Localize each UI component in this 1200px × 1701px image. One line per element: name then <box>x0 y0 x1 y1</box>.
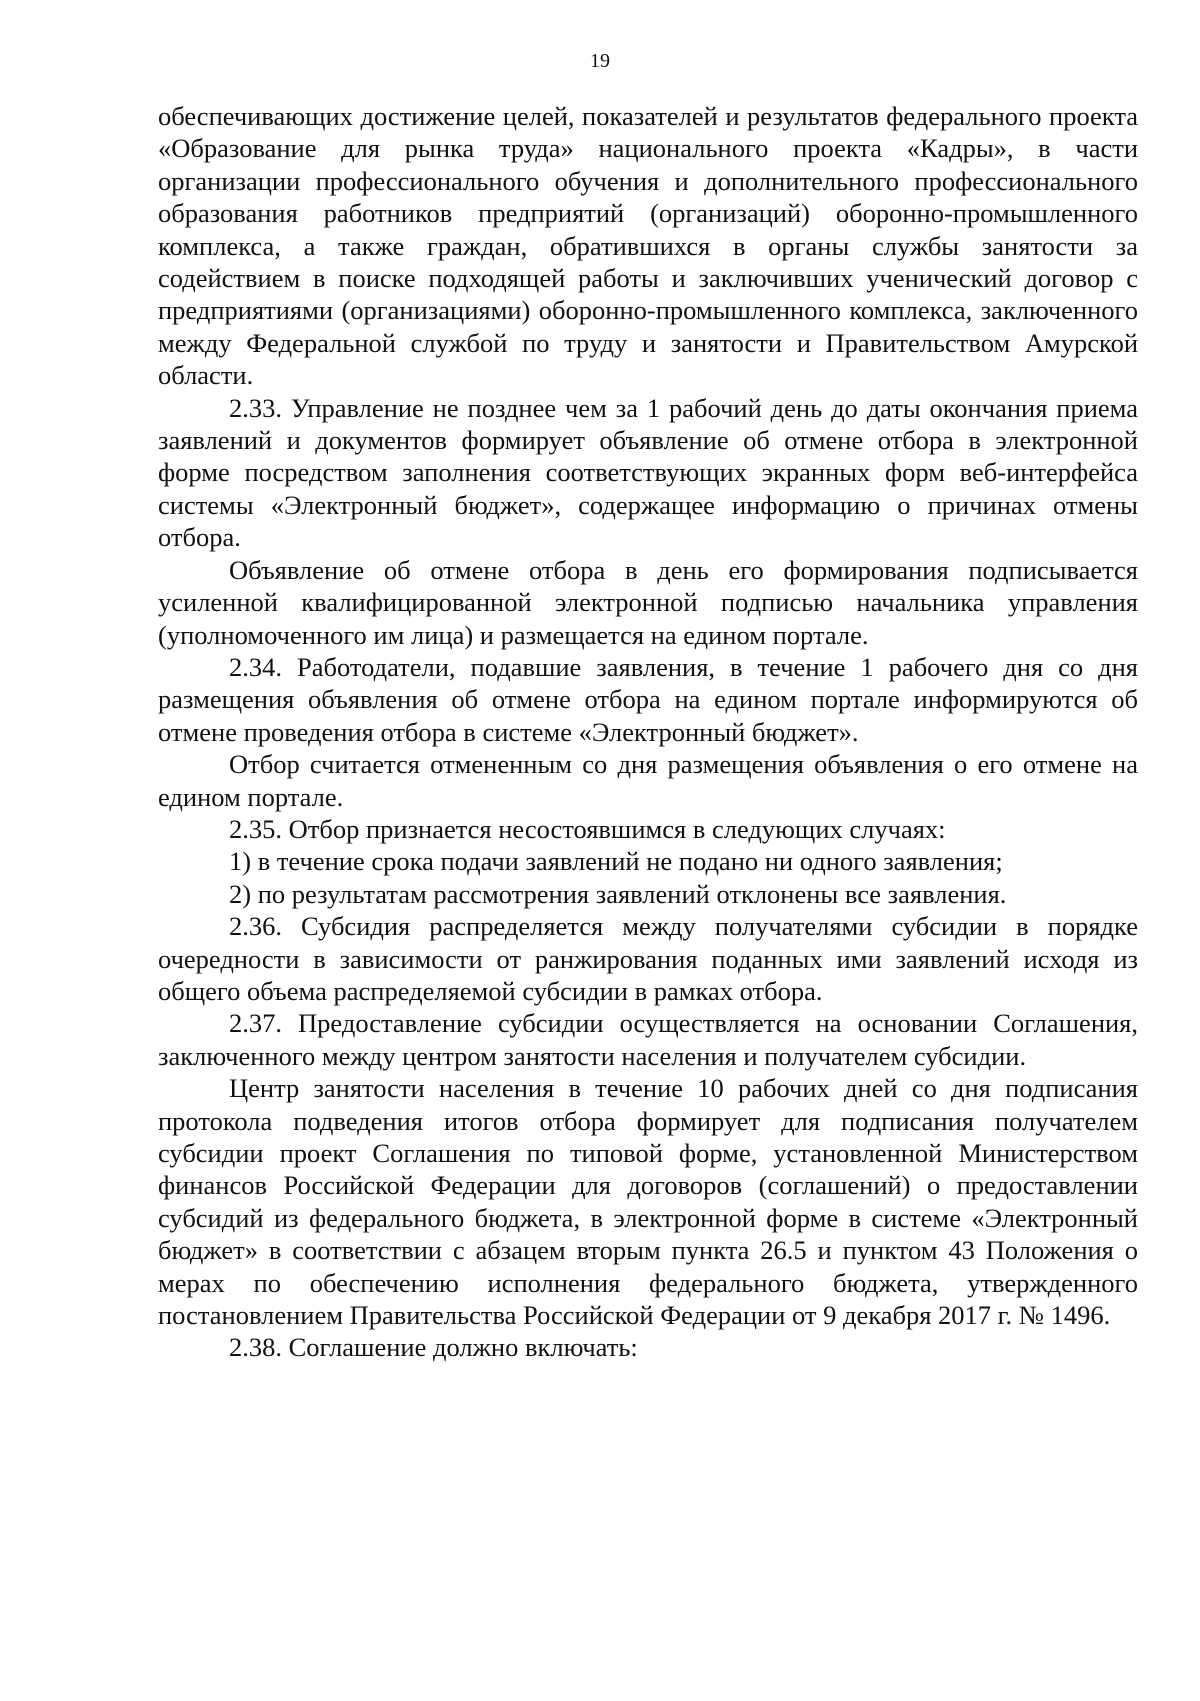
paragraph-selection-cancelled: Отбор считается отмененным со дня размещения объявления о его отмене на едином портале. <box>158 749 1138 812</box>
paragraph-employment-center: Центр занятости населения в течение 10 рабочих дней со дня подписания протокола подведения итогов отбора формирует для подписания получателем субсидии проект Соглашения по типовой форме, установленной Министерством финансов Российской Федерации для договоров (соглашений) о предоставлении субсидий из федерального бюджета, в электронной форме в системе «Электронный бюджет» в соответствии с абзацем вторым пункта 26.5 и пунктом 43 Положения о мерах по обеспечению исполнения федерального бюджета, утвержденного постановлением Правительства Российской Федерации от 9 декабря 2017 г. № 1496. <box>158 1073 1138 1331</box>
paragraph-2-34: 2.34. Работодатели, подавшие заявления, в течение 1 рабочего дня со дня размещения объявления об отмене отбора на едином портале информируются об отмене проведения отбора в системе «Электронный бюджет». <box>158 651 1138 747</box>
document-body <box>158 100 1138 1364</box>
paragraph-2-38: 2.38. Соглашение должно включать: <box>229 1332 638 1363</box>
paragraph-2-37: 2.37. Предоставление субсидии осуществляется на основании Соглашения, заключенного между центром занятости населения и получателем субсидии. <box>158 1008 1138 1071</box>
paragraph-2-33: 2.33. Управление не позднее чем за 1 рабочий день до даты окончания приема заявлений и документов формирует объявление об отмене отбора в электронной форме посредством заполнения соответствующих экранных форм веб-интерфейса системы «Электронный бюджет», содержащее информацию о причинах отмены отбора. <box>158 392 1138 553</box>
list-item-1: 1) в течение срока подачи заявлений не подано ни одного заявления; <box>229 846 1003 877</box>
paragraph-2-35: 2.35. Отбор признается несостоявшимся в следующих случаях: <box>229 813 946 844</box>
list-item-2: 2) по результатам рассмотрения заявлений отклонены все заявления. <box>229 878 1007 909</box>
paragraph-continuation: обеспечивающих достижение целей, показателей и результатов федерального проекта «Образование для рынка труда» национального проекта «Кадры», в части организации профессионального обучения и дополнительного профессионального образования работников предприятий (организаций) оборонно-промышленного комплекса, а также граждан, обратившихся в органы службы занятости за содействием в поиске подходящей работы и заключивших ученический договор с предприятиями (организациями) оборонно-промышленного комплекса, заключенного между Федеральной службой по труду и занятости и Правительством Амурской области. <box>158 101 1138 391</box>
page-number: 19 <box>590 50 610 72</box>
paragraph-2-36: 2.36. Субсидия распределяется между получателями субсидии в порядке очередности в зависимости от ранжирования поданных ими заявлений исходя из общего объема распределяемой субсидии в рамках отбора. <box>158 911 1138 1006</box>
paragraph-cancel-announcement: Объявление об отмене отбора в день его формирования подписывается усиленной квалифицированной электронной подписью начальника управления (уполномоченного им лица) и размещается на едином портале. <box>158 554 1138 650</box>
